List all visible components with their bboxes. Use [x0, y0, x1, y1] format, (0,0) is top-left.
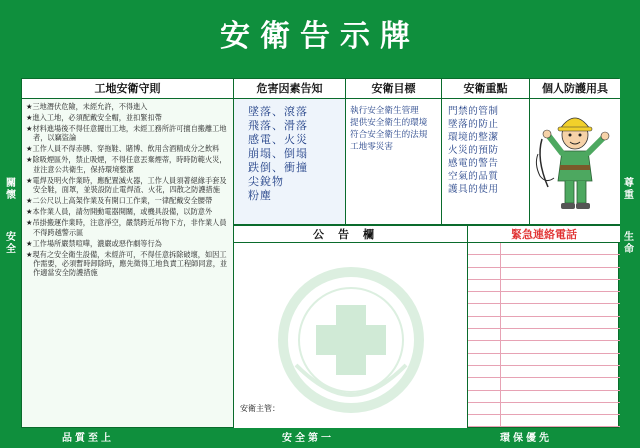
emergency-phone-row [468, 280, 620, 292]
goal-item: 提供安全衛生的環境 [350, 118, 428, 128]
emergency-phone-row [468, 243, 620, 255]
rule-item: ★除吸煙區外，禁止吸煙，不得任意丟棄煙蒂，時時防範火災，並注意公共衛生，保持環境整潔 [26, 155, 227, 174]
footer-quality: 品質至上 [62, 433, 114, 444]
emergency-phone-row [468, 415, 620, 427]
focus-item: 火災的預防 [448, 145, 499, 156]
side-text-left-bottom: 安全 [6, 232, 16, 255]
emergency-phone-row [468, 304, 620, 316]
focus-item: 感電的警告 [448, 158, 499, 169]
emergency-phone-row [468, 403, 620, 415]
rule-item: ★材料進場後不得任意擺出工地，未經工務所許可擅自搬離工地者，以竊盜論 [26, 124, 227, 143]
focus-item: 空氣的品質 [448, 171, 499, 182]
rule-item: ★電焊及明火作業時，應配置滅火器，工作人員須著絕緣手套及安全鞋，面罩，並裝設防止電焊渣、火花，四散之防護措施 [26, 175, 227, 195]
hazard-item: 感電、火災 [248, 133, 308, 146]
emergency-phone-row [468, 292, 620, 304]
focus-item: 護具的使用 [448, 184, 499, 195]
ppe-illustration [530, 99, 620, 225]
hazards-list [234, 99, 346, 225]
notice-area [234, 243, 468, 428]
side-text-right-top: 尊重 [624, 178, 634, 201]
hazard-item: 飛落、滑落 [248, 119, 308, 132]
goals-header: 安衛目標 [346, 79, 442, 99]
footer-safety: 安全第一 [282, 433, 334, 444]
hazard-item: 粉塵 [248, 189, 272, 202]
side-text-left-top: 關懷 [6, 178, 16, 201]
hazard-item: 跌倒、衝撞 [248, 161, 308, 174]
rule-item: ★進入工地，必須配戴安全帽，並扣緊扣帶 [26, 113, 162, 122]
emergency-phone-row [468, 354, 620, 366]
goal-item: 符合安全衛生的法規 [350, 130, 428, 140]
emergency-phone-row [468, 255, 620, 267]
focus-item: 墜落的防止 [448, 119, 499, 130]
focus-item: 環境的整潔 [448, 132, 499, 143]
safety-worker-icon [530, 99, 620, 225]
emergency-phone-row [468, 366, 620, 378]
emergency-phone-row [468, 391, 620, 403]
rule-item: ★工作場所嚴禁喧嘩，濃嚴或惡作劇等行為 [26, 238, 162, 248]
rule-item: ★二公尺以上高架作業及有開口工作業，一律配戴安全腰帶 [26, 196, 213, 206]
rule-item: ★三地潛伏危險，未經允許，不得進入 [26, 102, 148, 111]
focus-list [442, 99, 530, 225]
ppe-header: 個人防護用具 [530, 79, 620, 99]
goal-item: 執行安全衛生管理 [350, 106, 419, 116]
hazards-header: 危害因素告知 [234, 79, 346, 99]
emergency-phone-row [468, 317, 620, 329]
emergency-phone-row [468, 378, 620, 390]
notice-header: 公告欄 [234, 225, 468, 243]
emergency-phone-row [468, 268, 620, 280]
rule-item: ★現有之安全衛生設備，未經許可，不得任意拆除破壞，如因工作需要，必須暫時卸除時，應先徵得工地負責工程師同意，並作適當安全防護措施 [26, 249, 228, 278]
emergency-phone-row [468, 329, 620, 341]
footer-environment: 環保優先 [500, 433, 552, 444]
emergency-header: 緊急連絡電話 [468, 225, 620, 243]
focus-item: 門禁的管制 [448, 106, 499, 117]
rules-header: 工地安衛守則 [22, 79, 234, 99]
safety-supervisor-label: 安衛主管： [240, 404, 280, 413]
safety-cross-emblem-icon [276, 265, 426, 415]
focus-header: 安衛重點 [442, 79, 530, 99]
emergency-phone-table [468, 243, 620, 428]
hazard-item: 墜落、滾落 [248, 105, 308, 118]
rule-item: ★工作人員不得赤膊、穿拖鞋、賭博、飲用含酒精成分之飲料 [26, 144, 220, 154]
hazard-item: 崩塌、倒塌 [248, 147, 308, 160]
rule-item: ★吊掛搬運作業時，注意淨空，嚴禁跨近吊物下方，非作業人員不得跨越警示區 [26, 218, 227, 237]
hazard-item: 尖銳物 [248, 175, 284, 188]
goal-item: 工地零災害 [350, 142, 393, 152]
notice-board-panel [21, 78, 619, 428]
rule-item: ★本作業人員，請勿開動電器開關，或機具設備，以防意外 [26, 207, 213, 217]
goals-list [346, 99, 442, 225]
rules-list [22, 99, 234, 428]
board-title: 安衛告示牌 [220, 19, 420, 54]
side-text-right-bottom: 生命 [624, 232, 634, 255]
emergency-phone-row [468, 341, 620, 353]
